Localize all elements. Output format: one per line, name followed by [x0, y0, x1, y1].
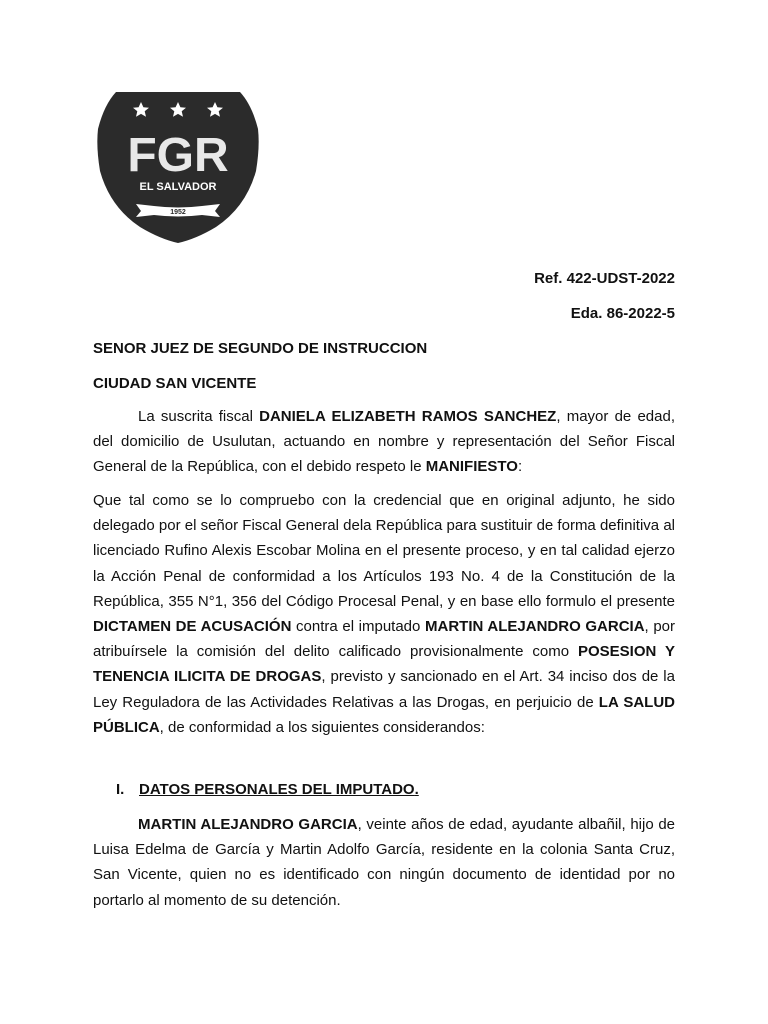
manifiesto-word: MANIFIESTO: [425, 458, 518, 476]
logo-acronym: FGR: [127, 129, 229, 182]
body-text: contra el imputado: [291, 618, 425, 636]
imputado-name: MARTIN ALEJANDRO GARCIA: [425, 618, 645, 636]
section-number: I.: [116, 781, 125, 798]
reference-number: Ref. 422-UDST-2022: [534, 270, 675, 287]
body-text: , de conformidad a los siguientes considerandos:: [159, 718, 485, 736]
section-heading-datos: [116, 781, 419, 799]
dictamen-title: DICTAMEN DE ACUSACIÓN: [93, 618, 292, 636]
fgr-shield-logo: [96, 89, 260, 245]
datos-paragraph: [93, 812, 675, 913]
datos-text: , veinte años de edad, ayudante albañil, hijo de Luisa Edelma de García y Martin Adolfo García, residente en la colonia Santa Cruz, San Vicente, quien no es identificado con ningún documento de identidad por no portarlo al momento de su detención.: [93, 816, 675, 909]
section-title: DATOS PERSONALES DEL IMPUTADO: [139, 781, 415, 798]
section-title-period: .: [414, 781, 419, 798]
intro-text: :: [517, 458, 523, 476]
intro-text: , mayor de edad, del domicilio de Usulutan, actuando en nombre y representación del Señor Fiscal General de la República, con el debido respeto le: [93, 408, 675, 476]
addressee-judge: SENOR JUEZ DE SEGUNDO DE INSTRUCCION: [93, 340, 428, 357]
body-paragraph: [93, 488, 675, 740]
eda-number: Eda. 86-2022-5: [570, 305, 675, 322]
logo-year: 1952: [170, 209, 186, 216]
body-text: Que tal como se lo compruebo con la credencial que en original adjunto, he sido delegado por el señor Fiscal General dela República para sustituir de forma definitiva al licenciado Rufino Alexis Escobar Molina en el presente proceso, y en tal calidad ejerzo la Acción Penal de conformidad a los Artículos 193 No. 4 de la Constitución de la República, 355 N°1, 356 del Código Procesal Penal, y en base ello formulo el presente: [93, 492, 675, 610]
victima-name: LA SALUD PÚBLICA: [93, 693, 675, 736]
intro-text: La suscrita fiscal: [138, 408, 260, 425]
logo-country: EL SALVADOR: [139, 181, 217, 193]
intro-paragraph: [93, 404, 675, 480]
delito-name: POSESION Y TENENCIA ILICITA DE DROGAS: [93, 643, 676, 686]
addressee-city: CIUDAD SAN VICENTE: [93, 375, 257, 392]
imputado-name: MARTIN ALEJANDRO GARCIA: [138, 816, 358, 833]
fiscal-name: DANIELA ELIZABETH RAMOS SANCHEZ: [259, 408, 557, 425]
body-text: , previsto y sancionado en el Art. 34 inciso dos de la Ley Reguladora de las Actividades Relativas a las Drogas, en perjuicio de: [93, 668, 675, 711]
body-text: , por atribuírsele la comisión del delito calificado provisionalmente como: [93, 618, 676, 661]
